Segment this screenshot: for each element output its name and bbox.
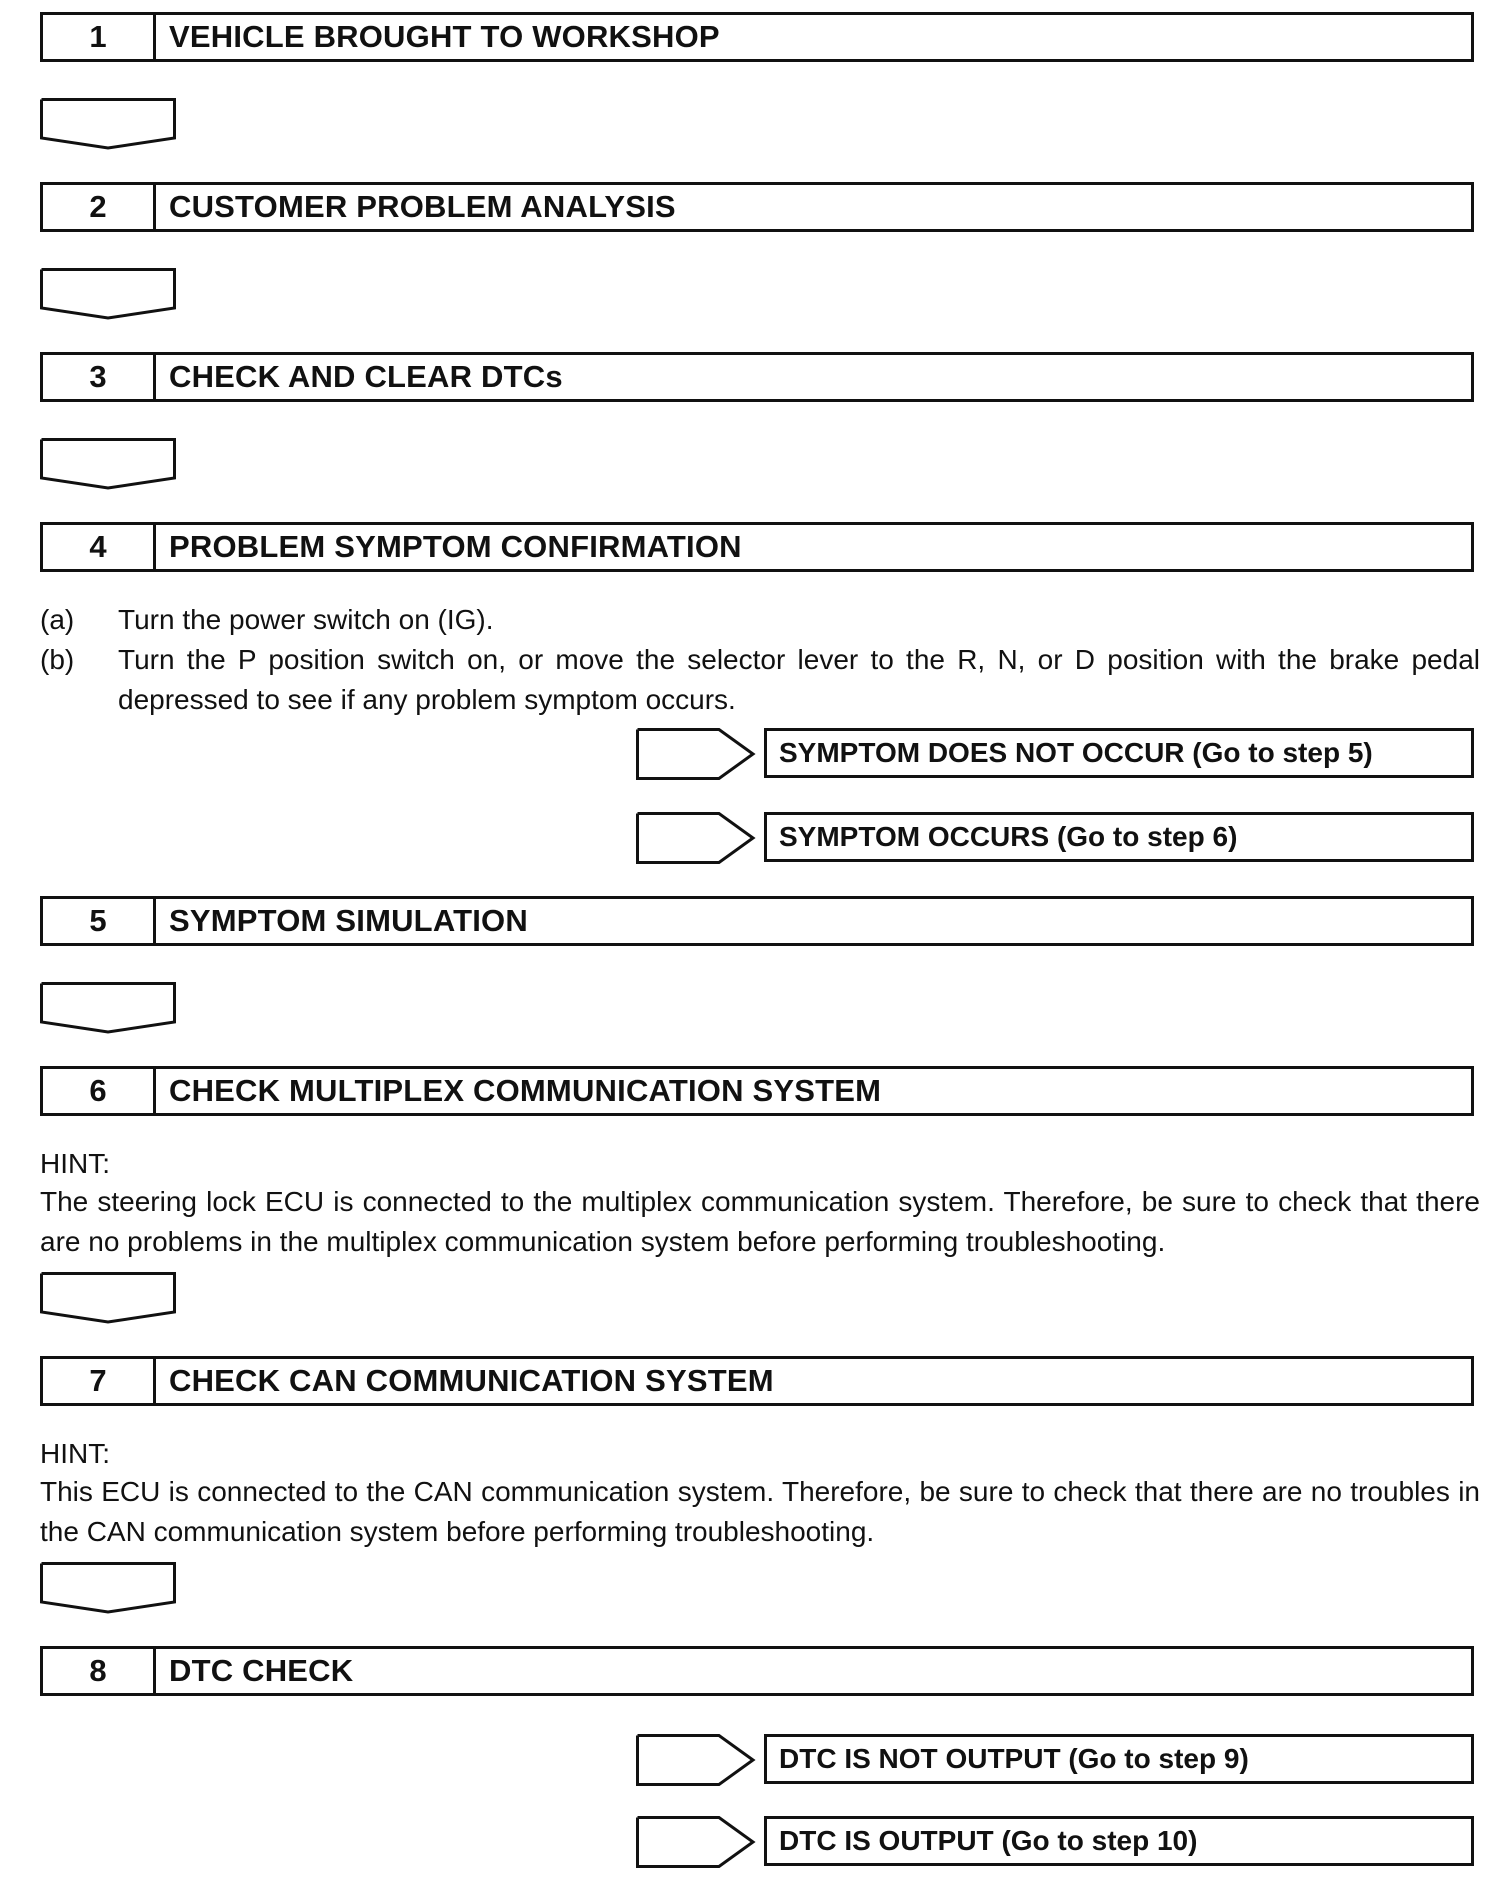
step-8-header	[40, 1646, 1474, 1696]
step-7-header	[40, 1356, 1474, 1406]
branch-arrow-icon	[636, 812, 756, 864]
step-title: DTC CHECK	[169, 1653, 354, 1688]
next-arrow-icon	[40, 268, 176, 320]
item-text: depressed to see if any problem symptom occurs.	[118, 684, 736, 715]
branch-arrow-icon	[636, 1816, 756, 1868]
step-1-header	[40, 12, 1474, 62]
hint-text: The steering lock ECU is connected to the multiplex communication system. Therefore, be sure to check that there are no problems in the multiplex communication system before performing troubleshooting.	[40, 1186, 1480, 1257]
result-box: DTC IS NOT OUTPUT (Go to step 9)	[764, 1734, 1474, 1784]
branch-arrow-icon	[636, 728, 756, 780]
step-3-header	[40, 352, 1474, 402]
result-box: SYMPTOM DOES NOT OCCUR (Go to step 5)	[764, 728, 1474, 778]
hint-label: HINT:	[40, 1438, 110, 1469]
step-6-header	[40, 1066, 1474, 1116]
item-marker: (b)	[40, 644, 75, 675]
next-arrow-icon	[40, 98, 176, 150]
step-title: CUSTOMER PROBLEM ANALYSIS	[169, 189, 676, 224]
step-number: 7	[43, 1359, 156, 1403]
step-2-header	[40, 182, 1474, 232]
step-number: 4	[43, 525, 156, 569]
result-box: DTC IS OUTPUT (Go to step 10)	[764, 1816, 1474, 1866]
next-arrow-icon	[40, 982, 176, 1034]
hint-label: HINT:	[40, 1148, 110, 1179]
step-title: SYMPTOM SIMULATION	[169, 903, 528, 938]
next-arrow-icon	[40, 1272, 176, 1324]
item-text: Turn the power switch on (IG).	[118, 604, 494, 635]
next-arrow-icon	[40, 1562, 176, 1614]
step-number: 6	[43, 1069, 156, 1113]
step-4-header	[40, 522, 1474, 572]
step-title: PROBLEM SYMPTOM CONFIRMATION	[169, 529, 742, 564]
step-number: 5	[43, 899, 156, 943]
hint-text: This ECU is connected to the CAN communication system. Therefore, be sure to check that there are no troubles in the CAN communication system before performing troubleshooting.	[40, 1476, 1480, 1547]
branch-arrow-icon	[636, 1734, 756, 1786]
step-title: CHECK MULTIPLEX COMMUNICATION SYSTEM	[169, 1073, 882, 1108]
result-box: SYMPTOM OCCURS (Go to step 6)	[764, 812, 1474, 862]
step-title: VEHICLE BROUGHT TO WORKSHOP	[169, 19, 720, 54]
step-number: 3	[43, 355, 156, 399]
next-arrow-icon	[40, 438, 176, 490]
item-text: Turn the P position switch on, or move the selector lever to the R, N, or D position with the brake pedal	[118, 644, 1480, 675]
step-title: CHECK CAN COMMUNICATION SYSTEM	[169, 1363, 774, 1398]
step-title: CHECK AND CLEAR DTCs	[169, 359, 563, 394]
step-number: 8	[43, 1649, 156, 1693]
step-5-header	[40, 896, 1474, 946]
step-number: 2	[43, 185, 156, 229]
item-marker: (a)	[40, 604, 75, 635]
step-number: 1	[43, 15, 156, 59]
